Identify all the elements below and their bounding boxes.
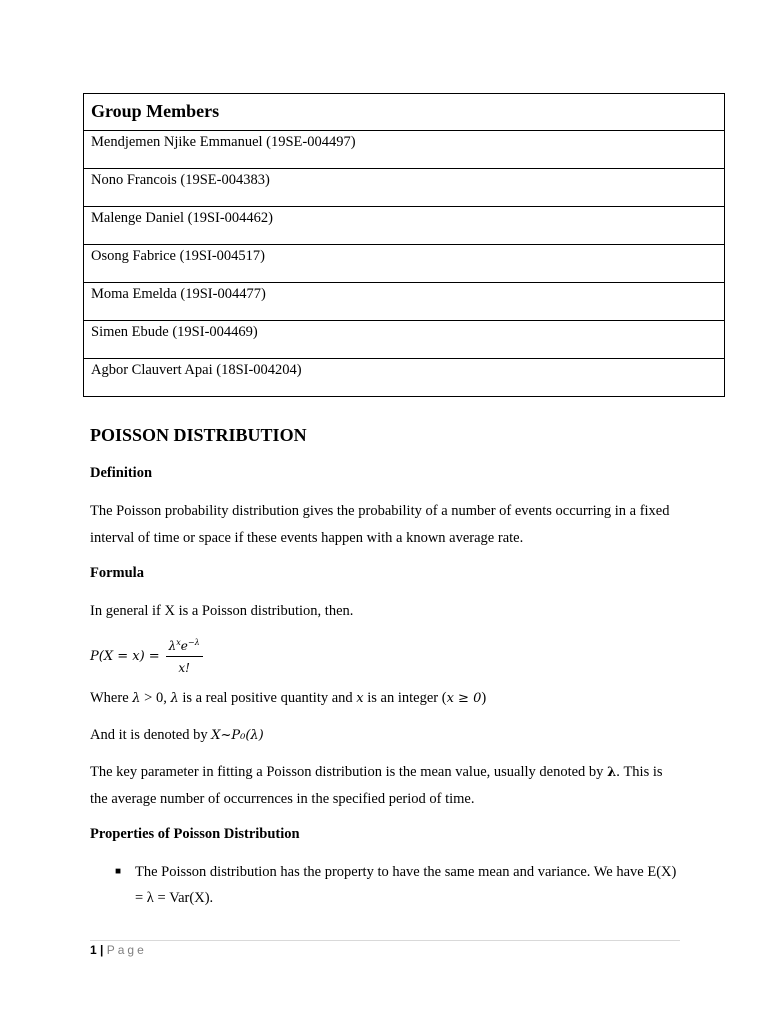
member-name: Malenge Daniel (19SI-004462) — [91, 210, 274, 226]
table-cell — [84, 131, 725, 169]
x-symbol: x — [356, 691, 364, 706]
where-text-1: Where — [90, 690, 133, 706]
definition-heading: Definition — [90, 465, 153, 481]
member-name: Osong Fabrice (19SI-004517) — [91, 248, 265, 264]
formula-fraction — [166, 635, 203, 677]
lambda-symbol: λ — [132, 691, 141, 706]
member-name: Moma Emelda (19SI-004477) — [91, 286, 266, 302]
lambda-bold-symbol: λ — [607, 765, 617, 780]
table-row — [84, 245, 725, 283]
table-cell — [84, 283, 725, 321]
formula-heading: Formula — [90, 565, 144, 581]
formula-numerator — [166, 635, 203, 657]
key-param-text-2: . This is the average number of occurrences in the specified period of time. — [90, 764, 663, 807]
where-text-4: is an integer ( — [363, 690, 447, 706]
property-text: The Poisson distribution has the property to have the same mean and variance. We have E(X) = λ = Var(X). — [135, 864, 677, 906]
table-cell — [84, 245, 725, 283]
page-number: 1 — [90, 943, 97, 957]
group-members-table — [83, 93, 725, 397]
footer-divider — [90, 940, 680, 941]
page-label: Page — [106, 943, 147, 957]
table-row — [84, 169, 725, 207]
document-body — [90, 420, 680, 911]
square-bullet-icon: ■ — [115, 866, 122, 877]
key-param-text-1: The key parameter in fitting a Poisson distribution is the mean value, usually denoted by — [90, 764, 608, 780]
section-title: POISSON DISTRIBUTION — [90, 425, 307, 445]
table-header-cell — [84, 94, 725, 131]
member-name: Mendjemen Njike Emmanuel (19SE-004497) — [91, 134, 356, 150]
table-row — [84, 131, 725, 169]
poisson-formula — [90, 635, 680, 677]
key-parameter-paragraph — [90, 759, 680, 813]
table-header-row — [84, 94, 725, 131]
formula-intro: In general if X is a Poisson distribution, then. — [90, 603, 354, 619]
numerator-mid: e — [180, 639, 188, 653]
denoted-expression: X~P₀(λ) — [211, 728, 264, 743]
where-text-2: > 0, — [140, 690, 171, 706]
table-cell — [84, 207, 725, 245]
denoted-paragraph — [90, 722, 680, 749]
table-cell — [84, 169, 725, 207]
group-members-heading: Group Members — [91, 101, 220, 121]
numerator-exp1: x — [176, 638, 181, 647]
table-row — [84, 207, 725, 245]
table-row — [84, 283, 725, 321]
member-name: Nono Francois (19SE-004383) — [91, 172, 270, 188]
table-cell — [84, 321, 725, 359]
table-row — [84, 321, 725, 359]
where-text-3: is a real positive quantity and — [178, 690, 357, 706]
list-item — [90, 859, 680, 911]
formula-lhs: P(X = x) = — [90, 648, 160, 664]
properties-list — [90, 859, 680, 911]
properties-heading: Properties of Poisson Distribution — [90, 826, 300, 842]
definition-paragraph: The Poisson probability distribution gives the probability of a number of events occurring in a fixed interval of time or space if these events happen with a known average rate. — [90, 503, 670, 546]
denoted-text: And it is denoted by — [90, 727, 212, 743]
page-footer — [90, 943, 147, 957]
lambda-symbol: λ — [170, 691, 179, 706]
formula-denominator: x! — [178, 661, 190, 675]
table-row — [84, 359, 725, 397]
integer-condition: x ≥ 0 — [446, 691, 482, 706]
where-text-5: ) — [481, 690, 487, 706]
footer-separator: | — [96, 943, 107, 957]
numerator-exp2: −λ — [187, 638, 200, 647]
member-name: Simen Ebude (19SI-004469) — [91, 324, 258, 340]
numerator-base: λ — [168, 639, 177, 653]
table-cell — [84, 359, 725, 397]
where-paragraph — [90, 685, 680, 712]
member-name: Agbor Clauvert Apai (18SI-004204) — [91, 362, 302, 378]
